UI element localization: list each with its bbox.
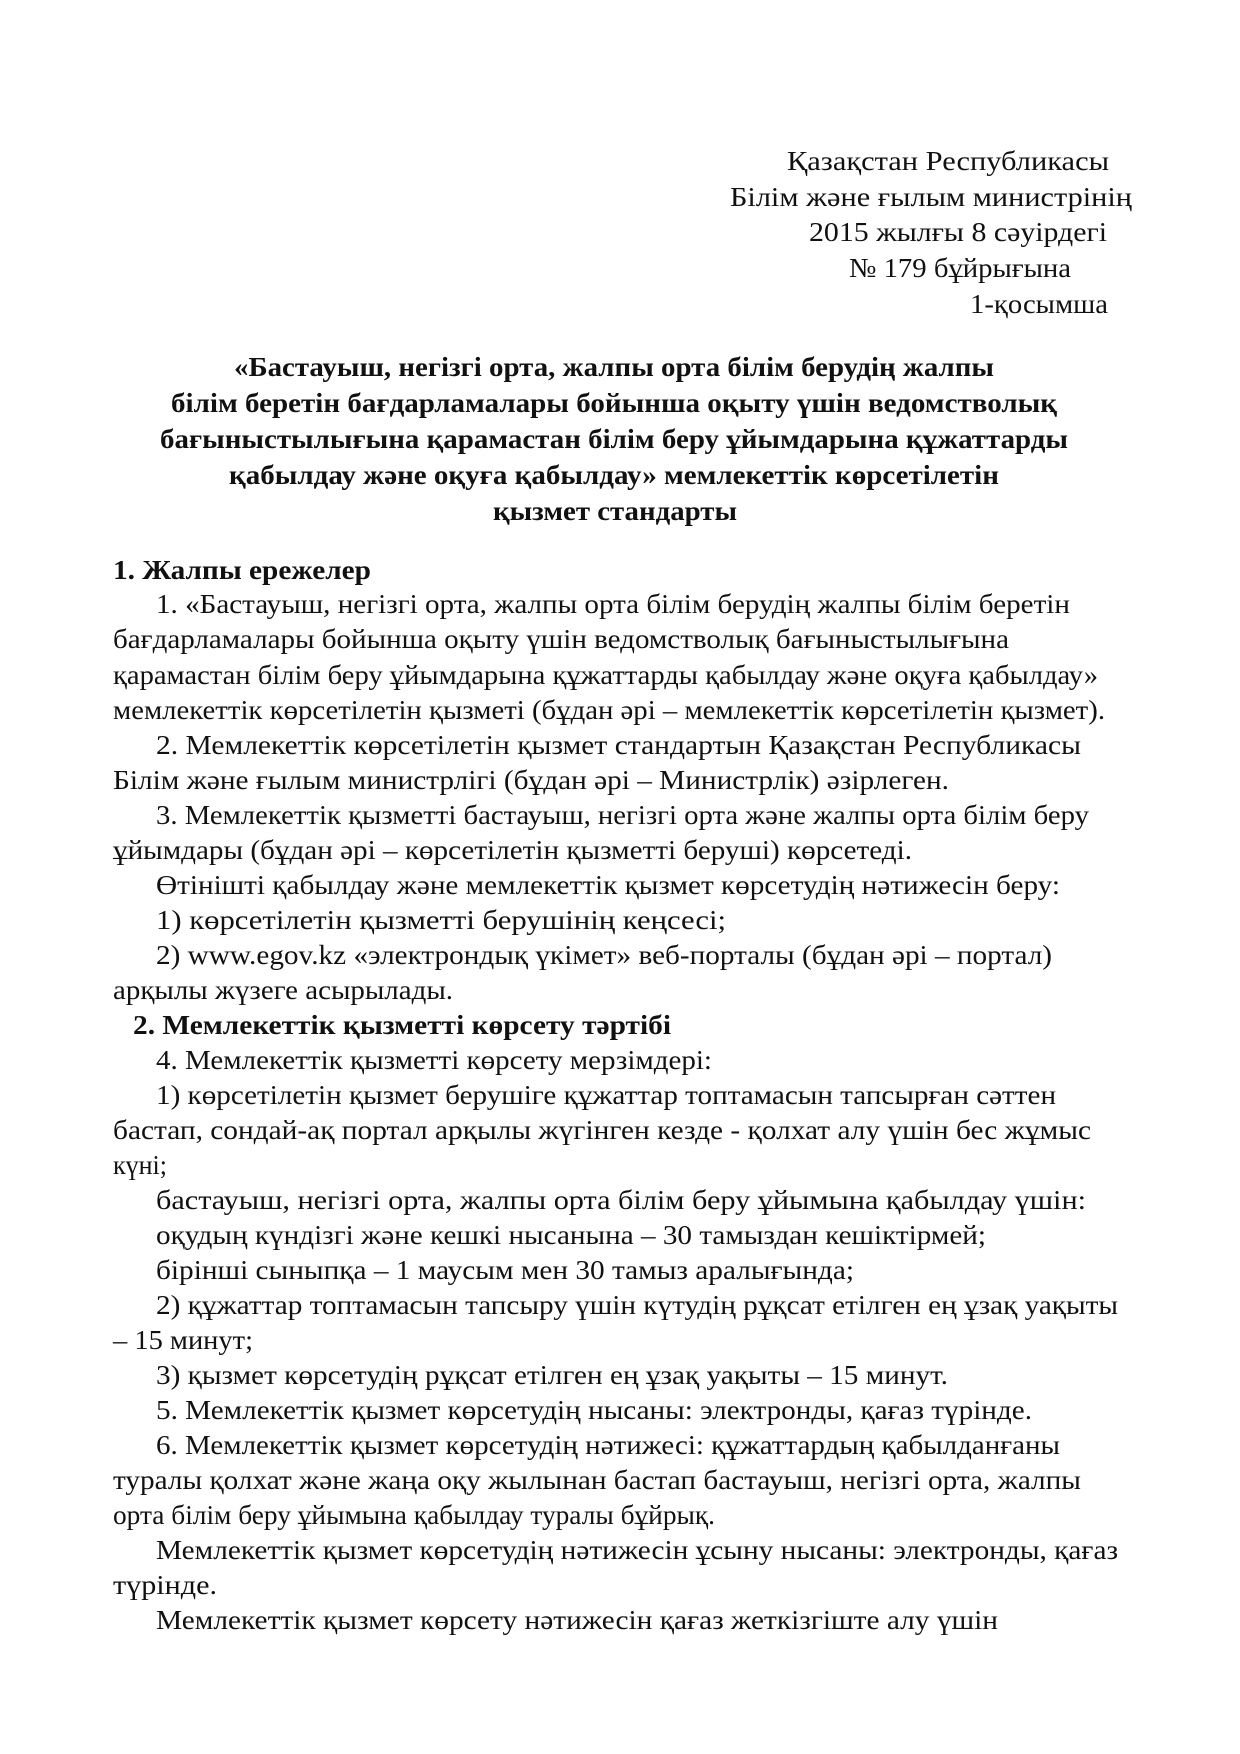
paragraph-line: орта білім беру ұйымына қабылдау туралы бұйрық. bbox=[113, 1499, 716, 1530]
header-line-3: 2015 жылғы 8 сәуірдегі bbox=[809, 216, 1108, 247]
paragraph-line: 1) көрсетілетін қызмет берушіге құжаттар топтамасын тапсырған сәттен bbox=[156, 1079, 1057, 1110]
title-line-1: «Бастауыш, негізгі орта, жалпы орта білім берудің жалпы bbox=[234, 351, 995, 382]
section-1-heading: 1. Жалпы ережелер bbox=[113, 554, 371, 585]
paragraph-line: 5. Мемлекеттік қызмет көрсетудің нысаны: электронды, қағаз түрінде. bbox=[156, 1394, 1033, 1425]
paragraph-line: 2) құжаттар топтамасын тапсыру үшін күтудің рұқсат етілген ең ұзақ уақыты bbox=[156, 1289, 1119, 1320]
paragraph-line: туралы қолхат және жаңа оқу жылынан бастап бастауыш, негізгі орта, жалпы bbox=[113, 1464, 1081, 1495]
paragraph-line: түрінде. bbox=[113, 1569, 218, 1600]
header-line-4: № 179 бұйрығына bbox=[849, 252, 1072, 283]
paragraph-line: Өтінішті қабылдау және мемлекеттік қызмет көрсетудің нәтижесін беру: bbox=[156, 869, 1060, 900]
paragraph-line: мемлекеттік көрсетілетін қызметі (бұдан әрі – мемлекеттік көрсетілетін қызмет). bbox=[113, 694, 1106, 725]
paragraph-line: 3. Мемлекеттік қызметті бастауыш, негізгі орта және жалпы орта білім беру bbox=[156, 799, 1089, 830]
paragraph-line: 1. «Бастауыш, негізгі орта, жалпы орта білім берудің жалпы білім беретін bbox=[156, 588, 1070, 619]
paragraph-line: 3) қызмет көрсетудің рұқсат етілген ең ұзақ уақыты – 15 минут. bbox=[156, 1359, 948, 1390]
paragraph-line: 6. Мемлекеттік қызмет көрсетудің нәтижесі: құжаттардың қабылданғаны bbox=[156, 1429, 1060, 1460]
paragraph-line: Мемлекеттік қызмет көрсетудің нәтижесін ұсыну нысаны: электронды, қағаз bbox=[156, 1534, 1119, 1565]
paragraph-line: бастауыш, негізгі орта, жалпы орта білім беру ұйымына қабылдау үшін: bbox=[156, 1184, 1087, 1215]
section-2-heading: 2. Мемлекеттік қызметті көрсету тәртібі bbox=[133, 1009, 671, 1040]
title-line-4: қабылдау және оқуға қабылдау» мемлекеттік көрсетілетін bbox=[229, 459, 999, 490]
paragraph-line: бірінші сыныпқа – 1 маусым мен 30 тамыз аралығында; bbox=[156, 1254, 854, 1285]
paragraph-line: 1) көрсетілетін қызметті берушінің кеңсесі; bbox=[156, 904, 727, 935]
header-line-2: Білім және ғылым министрінің bbox=[730, 181, 1132, 212]
paragraph-line: бағдарламалары бойынша оқыту үшін ведомстволық бағыныстылығына bbox=[113, 623, 1009, 654]
paragraph-line: 4. Мемлекеттік қызметті көрсету мерзімдері: bbox=[156, 1044, 712, 1075]
paragraph-line: оқудың күндізгі және кешкі нысанына – 30 тамыздан кешіктірмей; bbox=[156, 1219, 986, 1250]
paragraph-line: арқылы жүзеге асырылады. bbox=[113, 974, 454, 1005]
paragraph-line: – 15 минут; bbox=[113, 1324, 253, 1355]
title-line-5: қызмет стандарты bbox=[493, 495, 738, 526]
paragraph-line: Мемлекеттік қызмет көрсету нәтижесін қағаз жеткізгіште алу үшін bbox=[156, 1604, 998, 1635]
paragraph-line: Білім және ғылым министрлігі (бұдан әрі – Министрлік) әзірлеген. bbox=[113, 764, 949, 795]
paragraph-line: күні; bbox=[113, 1149, 168, 1180]
paragraph-line: 2. Мемлекеттік көрсетілетін қызмет стандартын Қазақстан Республикасы bbox=[156, 729, 1081, 760]
header-line-5: 1-қосымша bbox=[970, 288, 1109, 319]
paragraph-line: бастап, сондай-ақ портал арқылы жүгінген кезде - қолхат алу үшін бес жұмыс bbox=[113, 1114, 1091, 1145]
header-line-1: Қазақстан Республикасы bbox=[787, 145, 1110, 176]
title-line-3: бағыныстылығына қарамастан білім беру ұйымдарына құжаттарды bbox=[160, 423, 1069, 454]
paragraph-line: 2) www.egov.kz «электрондық үкімет» веб-порталы (бұдан әрі – портал) bbox=[156, 939, 1053, 970]
paragraph-line: қарамастан білім беру ұйымдарына құжаттарды қабылдау және оқуға қабылдау» bbox=[113, 659, 1099, 690]
title-line-2: білім беретін бағдарламалары бойынша оқыту үшін ведомстволық bbox=[171, 387, 1058, 418]
paragraph-line: ұйымдары (бұдан әрі – көрсетілетін қызметті беруші) көрсетеді. bbox=[113, 834, 913, 865]
